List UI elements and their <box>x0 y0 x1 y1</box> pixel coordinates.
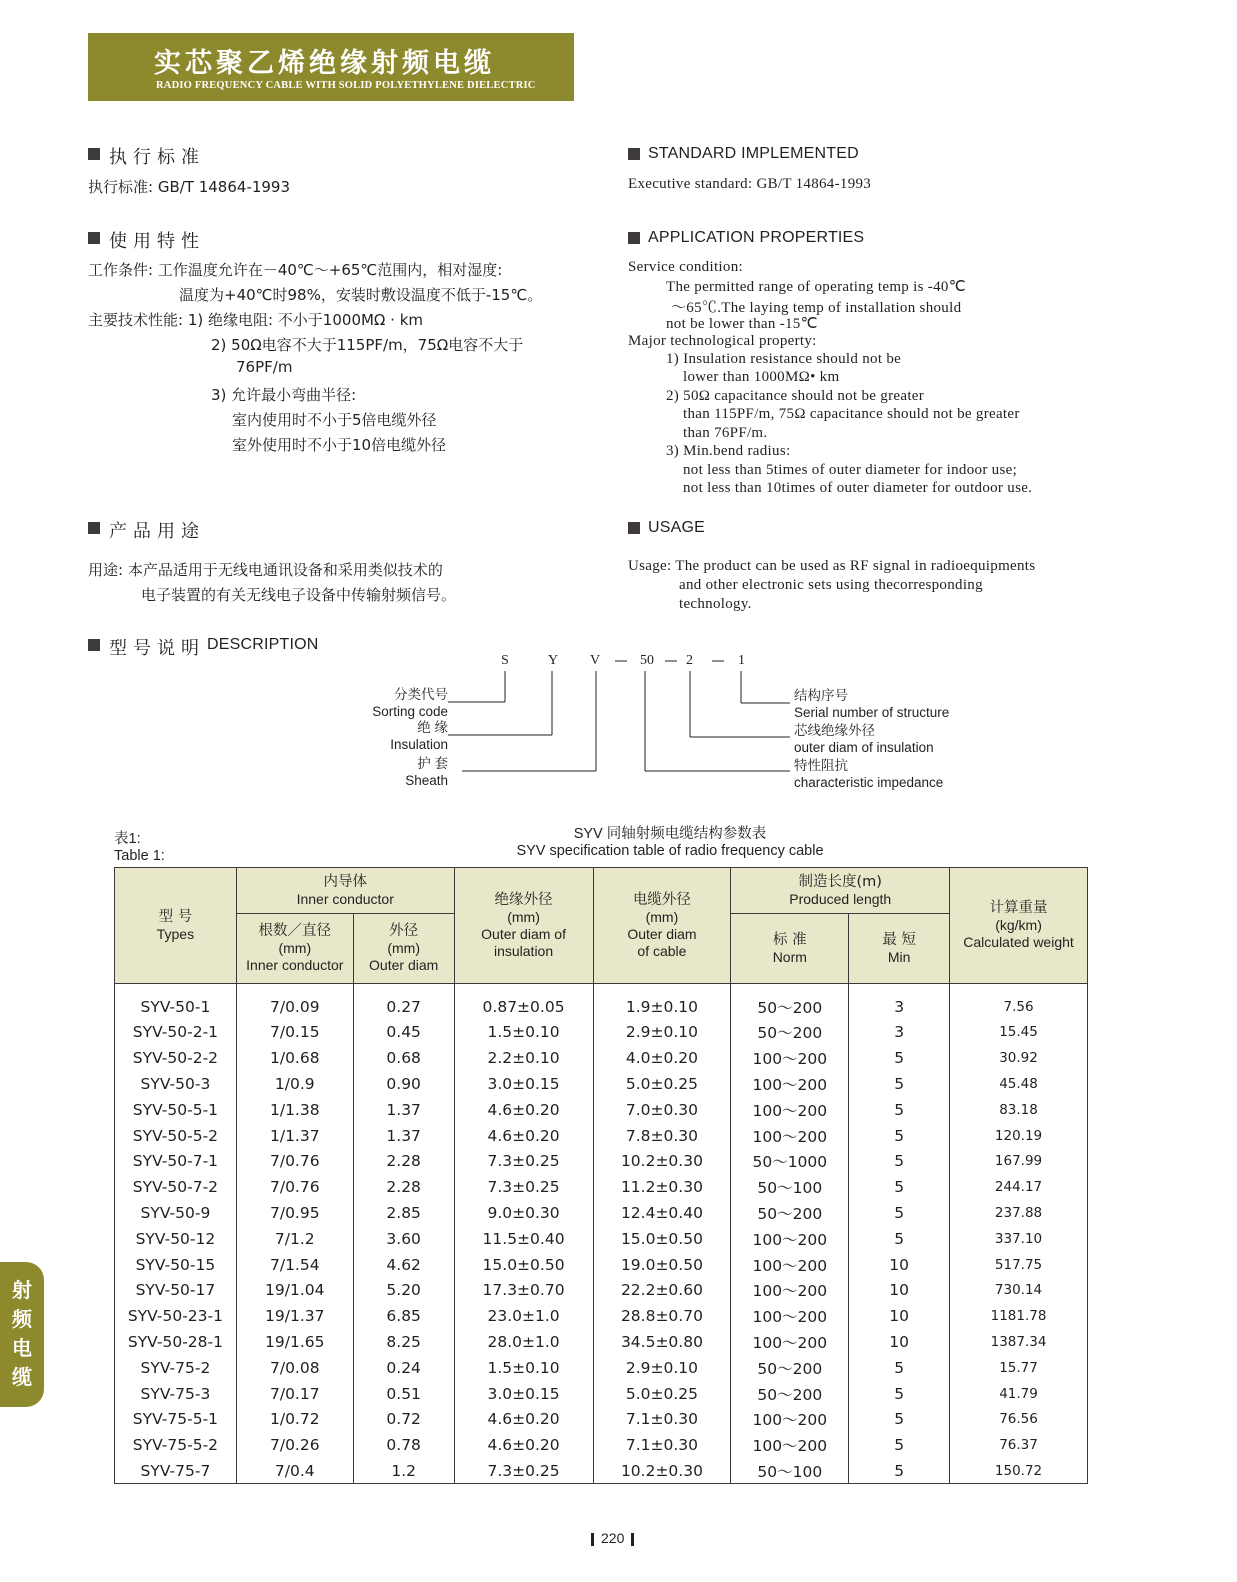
table-cell: 5 <box>849 1200 950 1226</box>
table-cell: 7/1.2 <box>236 1226 353 1252</box>
table-cell: 15.77 <box>950 1355 1088 1381</box>
application-line-en: not be lower than -15℃ <box>666 316 818 332</box>
table-row <box>115 1252 1088 1278</box>
table-row <box>115 1123 1088 1149</box>
usage-line-en: technology. <box>679 596 752 612</box>
application-line-en: not less than 5times of outer diameter for indoor use; <box>683 462 1018 478</box>
table-cell: 5 <box>849 1355 950 1381</box>
table-cell: 150.72 <box>950 1458 1088 1484</box>
application-line-en: than 76PF/m. <box>683 425 768 441</box>
table-cell: 100～200 <box>731 1406 849 1432</box>
application-line-en: 3) Min.bend radius: <box>666 443 791 459</box>
table-row <box>115 1174 1088 1200</box>
table-cell: 2.9±0.10 <box>593 1355 731 1381</box>
table-cell: 1.37 <box>353 1097 454 1123</box>
table-cell: 76.56 <box>950 1406 1088 1432</box>
table-row <box>115 1277 1088 1303</box>
application-line-en: Service condition: <box>628 259 743 275</box>
table-cell: 28.0±1.0 <box>454 1329 593 1355</box>
table-cell: SYV-75-5-1 <box>115 1406 237 1432</box>
application-line-cn: 工作条件: 工作温度允许在－40℃～+65℃范围内，相对湿度: <box>88 261 503 279</box>
application-line-cn: 室外使用时不小于10倍电缆外径 <box>232 436 447 454</box>
table-cell: 22.2±0.60 <box>593 1277 731 1303</box>
header-types: 型 号 Types <box>115 868 237 984</box>
label-insulation: 绝 缘 Insulation <box>390 720 448 752</box>
table-cell: 1.2 <box>353 1458 454 1484</box>
table-cell: 120.19 <box>950 1123 1088 1149</box>
table-cell: 7/0.76 <box>236 1174 353 1200</box>
table-cell: SYV-50-7-1 <box>115 1148 237 1174</box>
table-cell: 19/1.37 <box>236 1303 353 1329</box>
table-cell: 1181.78 <box>950 1303 1088 1329</box>
table-cell: 7/0.4 <box>236 1458 353 1484</box>
application-line-cn: 温度为+40℃时98%，安装时敷设温度不低于-15℃。 <box>179 286 543 304</box>
table-cell: 4.0±0.20 <box>593 1045 731 1071</box>
table-title: SYV 同轴射频电缆结构参数表 SYV specification table of radio frequency cable <box>516 826 824 859</box>
table-cell: 5.0±0.25 <box>593 1071 731 1097</box>
table-cell: SYV-50-5-1 <box>115 1097 237 1123</box>
table-row <box>115 1355 1088 1381</box>
table-cell: 50～200 <box>731 984 849 1020</box>
table-cell: 7/1.54 <box>236 1252 353 1278</box>
table-cell: 5 <box>849 1458 950 1484</box>
standard-text-cn: 执行标准: GB/T 14864-1993 <box>88 178 291 196</box>
table-cell: 5 <box>849 1381 950 1407</box>
table-cell: 244.17 <box>950 1174 1088 1200</box>
application-line-cn: 2) 50Ω电容不大于115PF/m，75Ω电容不大于 <box>211 336 524 354</box>
table-row <box>115 1432 1088 1458</box>
table-cell: 7.0±0.30 <box>593 1097 731 1123</box>
table-cell: 100～200 <box>731 1303 849 1329</box>
application-line-en: not less than 10times of outer diameter for outdoor use. <box>683 480 1033 496</box>
table-cell: 15.45 <box>950 1020 1088 1046</box>
table-cell: 1.5±0.10 <box>454 1020 593 1046</box>
table-cell: 4.62 <box>353 1252 454 1278</box>
label-sheath: 护 套 Sheath <box>405 756 448 788</box>
page-number: 220 <box>584 1530 641 1546</box>
header-cable-diam: 电缆外径 (mm) Outer diam of cable <box>593 868 731 984</box>
table-cell: 5.0±0.25 <box>593 1381 731 1407</box>
table-cell: 1/1.37 <box>236 1123 353 1149</box>
table-cell: 5 <box>849 1071 950 1097</box>
table-row <box>115 1020 1088 1046</box>
table-row <box>115 1226 1088 1252</box>
application-line-en: 2) 50Ω capacitance should not be greater <box>666 388 925 404</box>
code-letter: 2 <box>686 653 693 668</box>
table-cell: 83.18 <box>950 1097 1088 1123</box>
table-cell: 100～200 <box>731 1432 849 1458</box>
table-cell: 1.37 <box>353 1123 454 1149</box>
table-cell: SYV-50-12 <box>115 1226 237 1252</box>
table-cell: 7.3±0.25 <box>454 1458 593 1484</box>
table-cell: SYV-50-28-1 <box>115 1329 237 1355</box>
header-norm: 标 准 Norm <box>731 914 849 984</box>
table-cell: 0.51 <box>353 1381 454 1407</box>
table-cell: 2.9±0.10 <box>593 1020 731 1046</box>
table-cell: 15.0±0.50 <box>593 1226 731 1252</box>
table-cell: 7/0.17 <box>236 1381 353 1407</box>
table-cell: 34.5±0.80 <box>593 1329 731 1355</box>
table-cell: 7.3±0.25 <box>454 1174 593 1200</box>
table-cell: 7/0.26 <box>236 1432 353 1458</box>
table-cell: 5 <box>849 1148 950 1174</box>
code-letter: 50 <box>640 653 654 668</box>
header-insulation-diam: 绝缘外径 (mm) Outer diam of insulation <box>454 868 593 984</box>
table-cell: 5 <box>849 1432 950 1458</box>
table-cell: 10.2±0.30 <box>593 1458 731 1484</box>
application-line-en: Major technological property: <box>628 333 817 349</box>
application-line-en: ～65℃.The laying temp of installation should <box>671 300 962 316</box>
page-bar-left <box>591 1533 594 1546</box>
table-cell: 100～200 <box>731 1071 849 1097</box>
application-heading-cn: 使用特性 <box>109 231 205 252</box>
table-cell: 30.92 <box>950 1045 1088 1071</box>
table-cell: 28.8±0.70 <box>593 1303 731 1329</box>
table-cell: 730.14 <box>950 1277 1088 1303</box>
table-cell: 10 <box>849 1252 950 1278</box>
table-cell: SYV-75-3 <box>115 1381 237 1407</box>
spec-table-body <box>115 984 1088 1484</box>
table-cell: 0.24 <box>353 1355 454 1381</box>
table-row <box>115 1458 1088 1484</box>
table-cell: 6.85 <box>353 1303 454 1329</box>
table-cell: 167.99 <box>950 1148 1088 1174</box>
application-line-cn: 76PF/m <box>236 358 293 376</box>
table-cell: 5 <box>849 1097 950 1123</box>
table-cell: 0.90 <box>353 1071 454 1097</box>
table-cell: 19/1.04 <box>236 1277 353 1303</box>
table-row <box>115 984 1088 1020</box>
table-cell: 11.5±0.40 <box>454 1226 593 1252</box>
table-cell: 50～200 <box>731 1020 849 1046</box>
table-cell: 0.72 <box>353 1406 454 1432</box>
table-cell: 1/0.68 <box>236 1045 353 1071</box>
table-cell: SYV-50-2-2 <box>115 1045 237 1071</box>
usage-heading-en: USAGE <box>648 519 706 536</box>
table-cell: 0.45 <box>353 1020 454 1046</box>
table-row <box>115 1148 1088 1174</box>
label-insulation-diam: 芯线绝缘外径 outer diam of insulation <box>794 723 934 755</box>
page-title-en: RADIO FREQUENCY CABLE WITH SOLID POLYETHYLENE DIELECTRIC <box>156 80 536 91</box>
label-impedance: 特性阻抗 characteristic impedance <box>794 758 944 790</box>
table-cell: 100～200 <box>731 1123 849 1149</box>
table-cell: 23.0±1.0 <box>454 1303 593 1329</box>
table-cell: 10 <box>849 1277 950 1303</box>
table-cell: 10 <box>849 1329 950 1355</box>
table-cell: 100～200 <box>731 1045 849 1071</box>
application-line-en: 1) Insulation resistance should not be <box>666 351 902 367</box>
table-cell: 50～200 <box>731 1200 849 1226</box>
table-row <box>115 1381 1088 1407</box>
description-heading-en: DESCRIPTION <box>207 636 319 653</box>
table-cell: 100～200 <box>731 1277 849 1303</box>
header-produced-length: 制造长度(m) Produced length <box>731 868 950 914</box>
table-cell: 7/0.15 <box>236 1020 353 1046</box>
table-cell: SYV-50-5-2 <box>115 1123 237 1149</box>
usage-heading-cn: 产品用途 <box>109 521 205 542</box>
table-cell: 2.28 <box>353 1148 454 1174</box>
application-line-cn: 室内使用时不小于5倍电缆外径 <box>232 411 437 429</box>
table-cell: 7/0.09 <box>236 984 353 1020</box>
usage-line-cn: 用途: 本产品适用于无线电通讯设备和采用类似技术的 <box>88 561 443 579</box>
table-cell: 50～100 <box>731 1174 849 1200</box>
table-row <box>115 1200 1088 1226</box>
table-cell: 50～200 <box>731 1381 849 1407</box>
table-cell: 100～200 <box>731 1097 849 1123</box>
table-cell: SYV-50-7-2 <box>115 1174 237 1200</box>
page-title-cn: 实芯聚乙烯绝缘射频电缆 <box>154 48 495 79</box>
table-row <box>115 1045 1088 1071</box>
table-cell: 19.0±0.50 <box>593 1252 731 1278</box>
standard-heading-en: STANDARD IMPLEMENTED <box>648 145 859 162</box>
table-cell: SYV-75-7 <box>115 1458 237 1484</box>
application-heading-en: APPLICATION PROPERTIES <box>648 229 865 246</box>
table-cell: 0.87±0.05 <box>454 984 593 1020</box>
code-letter: Y <box>548 653 559 668</box>
table-cell: SYV-75-2 <box>115 1355 237 1381</box>
table-cell: 3.0±0.15 <box>454 1071 593 1097</box>
table-cell: 7.3±0.25 <box>454 1148 593 1174</box>
table-cell: 19/1.65 <box>236 1329 353 1355</box>
header-inner-conductor: 内导体 Inner conductor <box>236 868 454 914</box>
table-cell: 8.25 <box>353 1329 454 1355</box>
table-cell: 76.37 <box>950 1432 1088 1458</box>
table-cell: 5 <box>849 1406 950 1432</box>
application-line-cn: 主要技术性能: 1) 绝缘电阻: 不小于1000MΩ · km <box>88 311 423 329</box>
table-cell: 45.48 <box>950 1071 1088 1097</box>
table-row <box>115 1071 1088 1097</box>
table-cell: 50～200 <box>731 1355 849 1381</box>
table-cell: 0.78 <box>353 1432 454 1458</box>
table-cell: 5 <box>849 1174 950 1200</box>
table-cell: 517.75 <box>950 1252 1088 1278</box>
table-cell: 7.1±0.30 <box>593 1432 731 1458</box>
table-cell: 7.8±0.30 <box>593 1123 731 1149</box>
code-letter: 1 <box>738 653 745 668</box>
table-cell: 0.27 <box>353 984 454 1020</box>
table-cell: 5 <box>849 1226 950 1252</box>
code-letter: S <box>501 653 509 668</box>
standard-heading-cn: 执行标准 <box>109 147 205 168</box>
code-letter: V <box>590 653 601 668</box>
table-cell: 9.0±0.30 <box>454 1200 593 1226</box>
table-cell: 1387.34 <box>950 1329 1088 1355</box>
table-cell: 15.0±0.50 <box>454 1252 593 1278</box>
table-cell: SYV-50-1 <box>115 984 237 1020</box>
table-cell: 2.85 <box>353 1200 454 1226</box>
table-cell: 10 <box>849 1303 950 1329</box>
table-cell: 7.1±0.30 <box>593 1406 731 1432</box>
application-line-en: The permitted range of operating temp is -40℃ <box>666 279 966 295</box>
table-cell: 4.6±0.20 <box>454 1406 593 1432</box>
table-cell: 7/0.95 <box>236 1200 353 1226</box>
table-cell: 12.4±0.40 <box>593 1200 731 1226</box>
table-cell: 4.6±0.20 <box>454 1432 593 1458</box>
header-min: 最 短 Min <box>849 914 950 984</box>
spec-table <box>114 867 1088 1484</box>
table-cell: SYV-50-15 <box>115 1252 237 1278</box>
table-cell: SYV-50-2-1 <box>115 1020 237 1046</box>
table-row <box>115 1329 1088 1355</box>
table-cell: 1.5±0.10 <box>454 1355 593 1381</box>
table-row <box>115 1406 1088 1432</box>
table-cell: SYV-50-9 <box>115 1200 237 1226</box>
table-cell: 7/0.08 <box>236 1355 353 1381</box>
table-cell: 100～200 <box>731 1226 849 1252</box>
header-weight: 计算重量 (kg/km) Calculated weight <box>950 868 1088 984</box>
label-sorting-code: 分类代号 Sorting code <box>372 687 448 719</box>
side-section-tab: 射 频 电 缆 <box>0 1262 44 1407</box>
table-cell: 3.0±0.15 <box>454 1381 593 1407</box>
table-row <box>115 1303 1088 1329</box>
table-cell: 0.68 <box>353 1045 454 1071</box>
table-cell: SYV-50-17 <box>115 1277 237 1303</box>
table-cell: 17.3±0.70 <box>454 1277 593 1303</box>
table-cell: 50～1000 <box>731 1148 849 1174</box>
table-cell: 11.2±0.30 <box>593 1174 731 1200</box>
table-cell: 41.79 <box>950 1381 1088 1407</box>
usage-line-en: and other electronic sets using thecorresponding <box>679 577 983 593</box>
table-cell: 3.60 <box>353 1226 454 1252</box>
table-cell: 1/1.38 <box>236 1097 353 1123</box>
standard-text-en: Executive standard: GB/T 14864-1993 <box>628 176 872 192</box>
usage-line-en: Usage: The product can be used as RF signal in radioequipments <box>628 558 1036 574</box>
table-cell: 100～200 <box>731 1252 849 1278</box>
label-serial-number: 结构序号 Serial number of structure <box>794 688 950 720</box>
table-cell: 2.28 <box>353 1174 454 1200</box>
table-cell: 50～100 <box>731 1458 849 1484</box>
usage-line-cn: 电子装置的有关无线电子设备中传输射频信号。 <box>141 586 457 604</box>
page-bar-right <box>631 1533 634 1546</box>
table-cell: 3 <box>849 1020 950 1046</box>
table-cell: SYV-75-5-2 <box>115 1432 237 1458</box>
table-cell: 237.88 <box>950 1200 1088 1226</box>
table-cell: 1.9±0.10 <box>593 984 731 1020</box>
table-cell: 337.10 <box>950 1226 1088 1252</box>
application-line-cn: 3) 允许最小弯曲半径: <box>211 386 357 404</box>
table-cell: 5 <box>849 1045 950 1071</box>
table-cell: 4.6±0.20 <box>454 1123 593 1149</box>
table-cell: 3 <box>849 984 950 1020</box>
table-cell: 100～200 <box>731 1329 849 1355</box>
table-cell: SYV-50-23-1 <box>115 1303 237 1329</box>
table-cell: 5.20 <box>353 1277 454 1303</box>
table-cell: 10.2±0.30 <box>593 1148 731 1174</box>
description-heading-cn: 型号说明 <box>109 638 205 659</box>
table-cell: 1/0.72 <box>236 1406 353 1432</box>
application-line-en: than 115PF/m, 75Ω capacitance should not be greater <box>683 406 1020 422</box>
table-cell: 7/0.76 <box>236 1148 353 1174</box>
application-line-en: lower than 1000MΩ• km <box>683 369 840 385</box>
table-cell: 1/0.9 <box>236 1071 353 1097</box>
table-cell: 7.56 <box>950 984 1088 1020</box>
table-cell: 4.6±0.20 <box>454 1097 593 1123</box>
table-label: 表1: Table 1: <box>114 831 165 864</box>
table-cell: 2.2±0.10 <box>454 1045 593 1071</box>
table-cell: 5 <box>849 1123 950 1149</box>
header-outer-diam: 外径 (mm) Outer diam <box>353 914 454 984</box>
table-row <box>115 1097 1088 1123</box>
header-count-diam: 根数／直径 (mm) Inner conductor <box>236 914 353 984</box>
table-cell: SYV-50-3 <box>115 1071 237 1097</box>
